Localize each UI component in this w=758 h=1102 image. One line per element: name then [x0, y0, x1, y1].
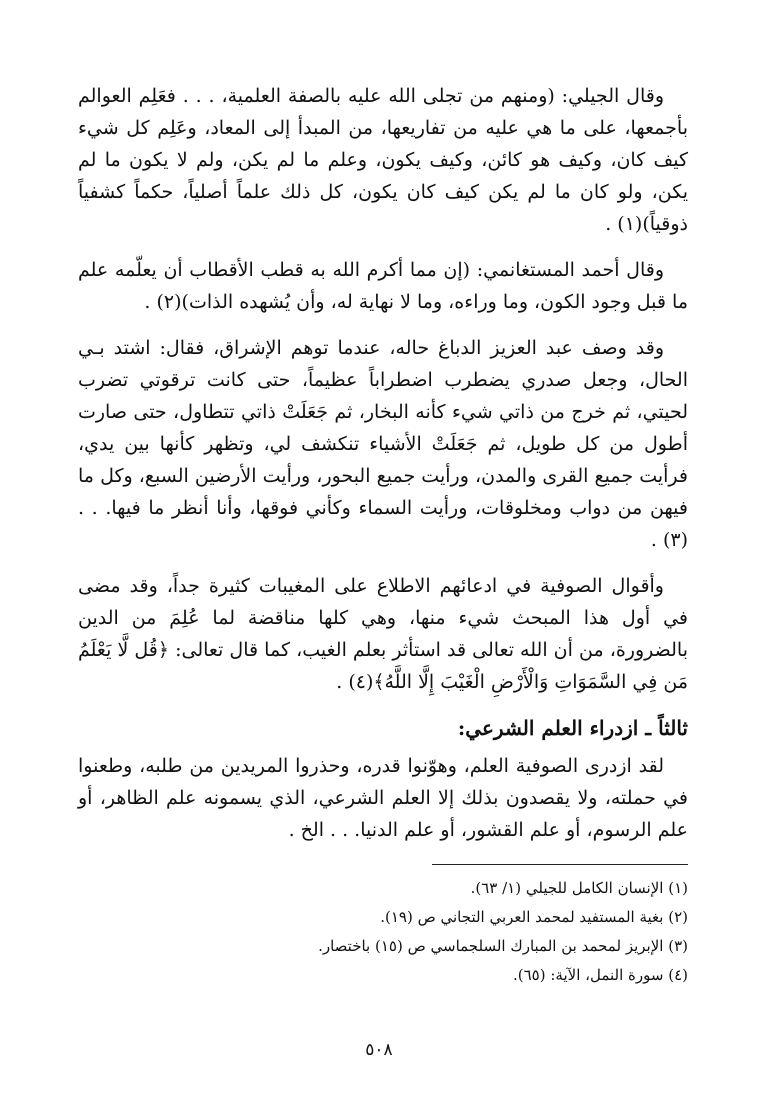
paragraph-disdain-knowledge: لقد ازدرى الصوفية العلم، وهوّنوا قدره، وحذروا المريدين من طلبه، وطعنوا في حملته، ولا يقصدون بذلك إلا العلم الشرعي، الذي يسمونه علم الظاهر، أو علم الرسوم، أو علم القشور، أو علم الدنيا. . . الخ .	[78, 755, 688, 841]
page-number: ٥٠٨	[365, 1040, 393, 1060]
paragraph-dabbagh-account: وقد وصف عبد العزيز الدباغ حاله، عندما توهم الإشراق، فقال: اشتد بـي الحال، وجعل صدري يضطرب اضطراباً عظيماً، حتى كانت ترقوتي تضرب لحيتي، ثم خرج من ذاتي شيء كأنه البخار، ثم جَعَلَتْ ذاتي تتطاول، حتى صارت أطول من كل طويل، ثم جَعَلَتْ الأشياء تنكشف لي، وتظهر كأنها بين يدي، فرأيت جميع القرى والمدن، ورأيت جميع البحور، ورأيت الأرضين السبع، وكل ما فيهن من دواب ومخلوقات، ورأيت السماء وكأني فوقها، وأنا أنظر ما فيها. . . (٣) .	[78, 337, 688, 551]
main-text	[78, 80, 688, 846]
footnote-4: (٤) سورة النمل، الآية: (٦٥).	[513, 966, 688, 984]
paragraph-sufi-claims: وأقوال الصوفية في ادعائهم الاطلاع على المغيبات كثيرة جداً، وقد مضى في أول هذا المبحث شيء منها، وهي كلها مناقضة لما عُلِمَ من الدين بالضرورة، من أن الله تعالى قد استأثر بعلم الغيب، كما قال تعالى: ﴿قُل لَّا يَعْلَمُ مَن فِي السَّمَوَاتِ وَالْأَرْضِ الْغَيْبَ إِلَّا اللَّهُ﴾(٤) .	[78, 575, 688, 693]
footnote-separator	[432, 864, 688, 865]
paragraph-jili-quote: وقال الجيلي: (ومنهم من تجلى الله عليه بالصفة العلمية، . . . فعَلِم العوالم بأجمعها، على ما هي عليه من تفاريعها، من المبدأ إلى المعاد، وعَلِم كل شيء كيف كان، وكيف هو كائن، وكيف يكون، وعلم ما لم يكن، ولم لا يكون ما لم يكن، ولو كان ما لم يكن كيف كان يكون، كل ذلك علماً أصلياً، حكماً كشفياً ذوقياً)(١) .	[78, 85, 688, 235]
footnote-3: (٣) الإبريز لمحمد بن المبارك السلجماسي ص (١٥) باختصار.	[318, 937, 688, 955]
footnote-1: (١) الإنسان الكامل للجيلي (١/ ٦٣).	[470, 879, 688, 897]
section-heading: ثالثاً ـ ازدراء العلم الشرعي:	[457, 716, 688, 740]
footnote-2: (٢) بغية المستفيد لمحمد العربي التجاني ص (١٩).	[380, 908, 688, 926]
paragraph-mustaghanimi-quote: وقال أحمد المستغانمي: (إن مما أكرم الله به قطب الأقطاب أن يعلّمه علم ما قبل وجود الكون، وما وراءه، وما لا نهاية له، وأن يُشهده الذات)(٢) .	[78, 259, 688, 313]
footnotes	[78, 874, 688, 990]
